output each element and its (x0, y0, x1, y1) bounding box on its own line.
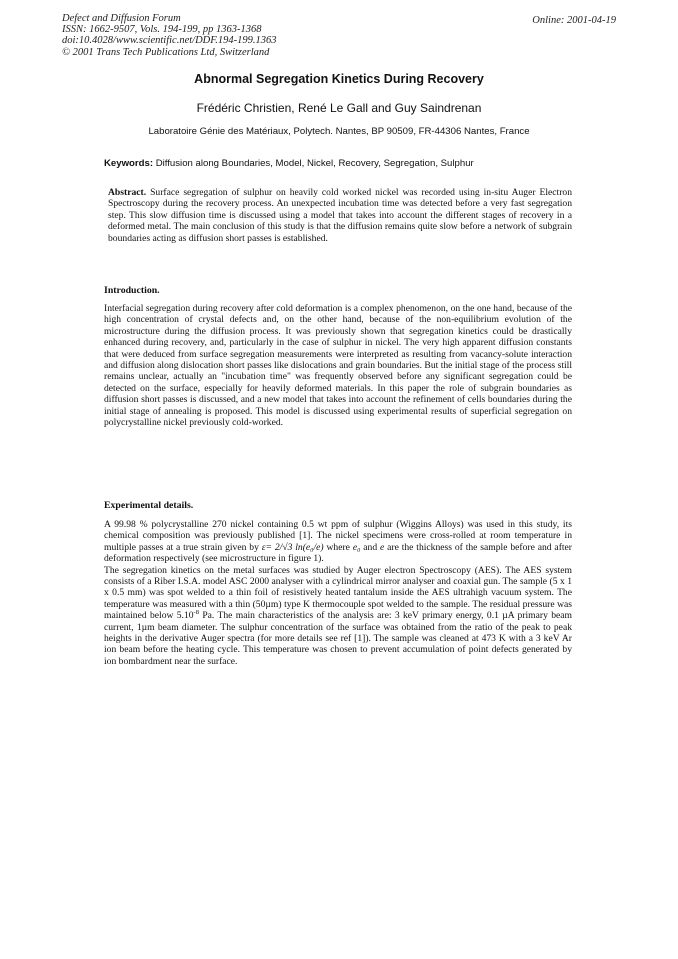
experimental-section (104, 519, 572, 667)
introduction-paragraph: Interfacial segregation during recovery after cold deformation is a complex phenomenon, on the one hand, because of the high concentration of crystal defects and, on the other hand, because of the non-equilibrium evolution of the microstructure during the diffusion process. It was previously shown that segregation kinetics could be drastically enhanced during recovery, and, particularly in the case of sulphur in nickel. The very high apparent diffusion constants that were deduced from surface segregation measurements were interpreted as resulting from vacancy-solute interaction and diffusion along dislocation short passes like dislocations and grain boundaries. But the initial stage of the process still remains unclear, actually an "incubation time" was frequently observed before any significant segregation could be detected on the surface, especially for heavily deformed materials. In this paper the role of subgrain boundaries as diffusion short passes is discussed, and a new model that takes into account the refinement of cells boundaries during the initial stage of annealing is proposed. This model is discussed using experimental results of superficial segregation on polycrystalline nickel previously cold-worked. (104, 303, 572, 429)
abstract-text: Surface segregation of sulphur on heavily cold worked nickel was recorded using in-situ Auger Electron Spectroscopy during the recovery process. An unexpected incubation time was detected before a very fast segregation step. This slow diffusion time is discussed using a model that takes into account the different stages of recovery in a deformed metal. The main conclusion of this study is that the diffusion remains quite slow before a network of subgrain boundaries acting as diffusion short passes is established. (108, 187, 572, 244)
exp-p1-text-b: where (323, 541, 353, 553)
exp-p1-text-c: and (360, 541, 380, 553)
issn-line: ISSN: 1662-9507, Vols. 194-199, pp 1363-1368 (62, 24, 262, 36)
keywords-line (104, 158, 474, 169)
experimental-heading: Experimental details. (104, 500, 194, 511)
journal-name: Defect and Diffusion Forum (62, 13, 181, 24)
paper-title: Abnormal Segregation Kinetics During Recovery (194, 72, 484, 86)
exp-p1-text-d: are the thickness of the sample before and after deformation respectively (see microstructure in figure 1). (104, 541, 573, 565)
paper-authors: Frédéric Christien, René Le Gall and Guy Saindrenan (196, 101, 482, 115)
exp-p1-text-a: A 99.98 % polycrystalline 270 nickel containing 0.5 wt ppm of sulphur (Wiggins Alloys) was used in this study, its chemical composition was previously published [1]. The nickel specimens were cross-rolled at room temperature in multiple passes at a true strain given by (104, 519, 572, 553)
exp-p2-text-a: The segregation kinetics on the metal surfaces was studied by Auger electron Spectroscopy (AES). The AES system consists of a Riber I.S.A. model ASC 2000 analyser with a cylindrical mirror analyser and coaxial gun. The sample (5 x 1 x 0.5 mm) was spot welded to a thin foil of resistively heated tantalum inside the AES ultrahigh vacuum system. The temperature was measured with a thin (50µm) type K thermocouple spot welded to the sample. The residual pressure was maintained below 5.10 (104, 564, 572, 622)
pressure-exponent: -8 (193, 609, 199, 617)
keywords-label: Keywords: (104, 158, 154, 169)
strain-formula: ε= 2/√3 ln(e₀/e) (261, 541, 324, 553)
symbol-e: e (380, 541, 385, 553)
abstract-paragraph (108, 187, 572, 244)
experimental-paragraph-1 (104, 519, 572, 565)
doi-line[interactable]: doi:10.4028/www.scientific.net/DDF.194-199.1363 (62, 35, 277, 47)
symbol-e0: e₀ (352, 541, 361, 553)
exp-p2-text-b: Pa. The main characteristics of the analysis are: 3 keV primary energy, 0.1 µA primary beam current, 1µm beam diameter. The sulphur concentration of the surface was obtained from the ratio of the peak to peak heights in the derivative Auger spectra (for more details see ref [1]). The sample was cleaned at 473 K with a 3 keV Ar ion beam before the heating cycle. This temperature was chosen to prevent accumulation of point defects generated by ion bombardment near the surface. (104, 610, 572, 667)
copyright-line: © 2001 Trans Tech Publications Ltd, Switzerland (62, 46, 270, 58)
keywords-text: Diffusion along Boundaries, Model, Nickel, Recovery, Segregation, Sulphur (153, 158, 474, 169)
paper-affiliation: Laboratoire Génie des Matériaux, Polytech. Nantes, BP 90509, FR-44306 Nantes, France (148, 126, 530, 137)
abstract-label: Abstract. (108, 187, 147, 198)
journal-header (62, 13, 277, 58)
online-date: Online: 2001-04-19 (532, 15, 616, 26)
introduction-heading: Introduction. (104, 285, 160, 296)
experimental-paragraph-2 (104, 565, 572, 668)
